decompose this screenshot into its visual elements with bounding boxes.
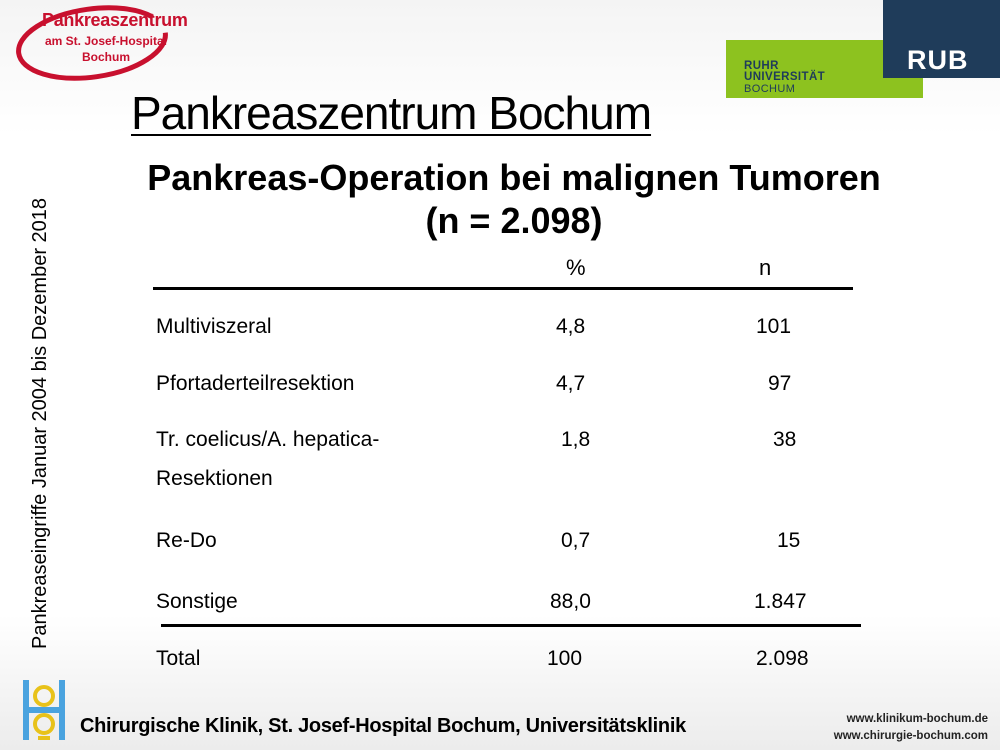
clinic-url-1: www.klinikum-bochum.de bbox=[846, 713, 988, 725]
row-percent: 1,8 bbox=[561, 428, 591, 451]
rub-line-1: RUHR bbox=[744, 60, 779, 72]
row-n: 15 bbox=[777, 529, 801, 552]
pankreaszentrum-logo bbox=[10, 4, 188, 82]
total-n: 2.098 bbox=[756, 647, 809, 670]
row-percent: 0,7 bbox=[561, 529, 591, 552]
row-n: 1.847 bbox=[754, 590, 807, 613]
total-label: Total bbox=[156, 647, 201, 670]
rub-mark-text: RUB bbox=[907, 45, 969, 75]
logo-line-1: Pankreaszentrum bbox=[42, 10, 188, 30]
row-n: 101 bbox=[756, 315, 792, 338]
row-label: Re-Do bbox=[156, 529, 217, 552]
total-percent: 100 bbox=[547, 647, 583, 670]
hospital-emblem-icon bbox=[20, 676, 68, 744]
total-count-title: (n = 2.098) bbox=[425, 200, 603, 241]
column-header-n: n bbox=[759, 255, 772, 280]
row-label: Sonstige bbox=[156, 590, 238, 613]
clinic-footer-text: Chirurgische Klinik, St. Josef-Hospital Bochum, Universitätsklinik bbox=[80, 715, 686, 737]
row-percent: 4,7 bbox=[556, 372, 586, 395]
slide-subtitle: Pankreas-Operation bei malignen Tumoren bbox=[147, 157, 881, 198]
row-percent: 88,0 bbox=[550, 590, 591, 613]
logo-line-2: am St. Josef-Hospital bbox=[44, 34, 168, 48]
table-total-divider bbox=[161, 624, 861, 627]
row-label: Pfortaderteilresektion bbox=[156, 372, 355, 395]
row-label-continued: Resektionen bbox=[156, 467, 273, 490]
rub-mark-logo bbox=[883, 0, 1000, 78]
column-header-percent: % bbox=[566, 255, 586, 280]
rub-line-2: UNIVERSITÄT bbox=[744, 71, 826, 83]
period-side-label: Pankreaseingriffe Januar 2004 bis Dezember 2018 bbox=[29, 197, 51, 649]
logo-line-3: Bochum bbox=[82, 50, 130, 64]
row-label: Tr. coelicus/A. hepatica- bbox=[156, 428, 380, 451]
table-header-divider bbox=[153, 287, 853, 290]
rub-line-3: BOCHUM bbox=[744, 83, 796, 95]
row-label: Multiviszeral bbox=[156, 315, 272, 338]
clinic-url-2: www.chirurgie-bochum.com bbox=[833, 730, 988, 742]
row-percent: 4,8 bbox=[556, 315, 586, 338]
row-n: 38 bbox=[773, 428, 797, 451]
page-title: Pankreaszentrum Bochum bbox=[131, 87, 652, 139]
row-n: 97 bbox=[768, 372, 792, 395]
